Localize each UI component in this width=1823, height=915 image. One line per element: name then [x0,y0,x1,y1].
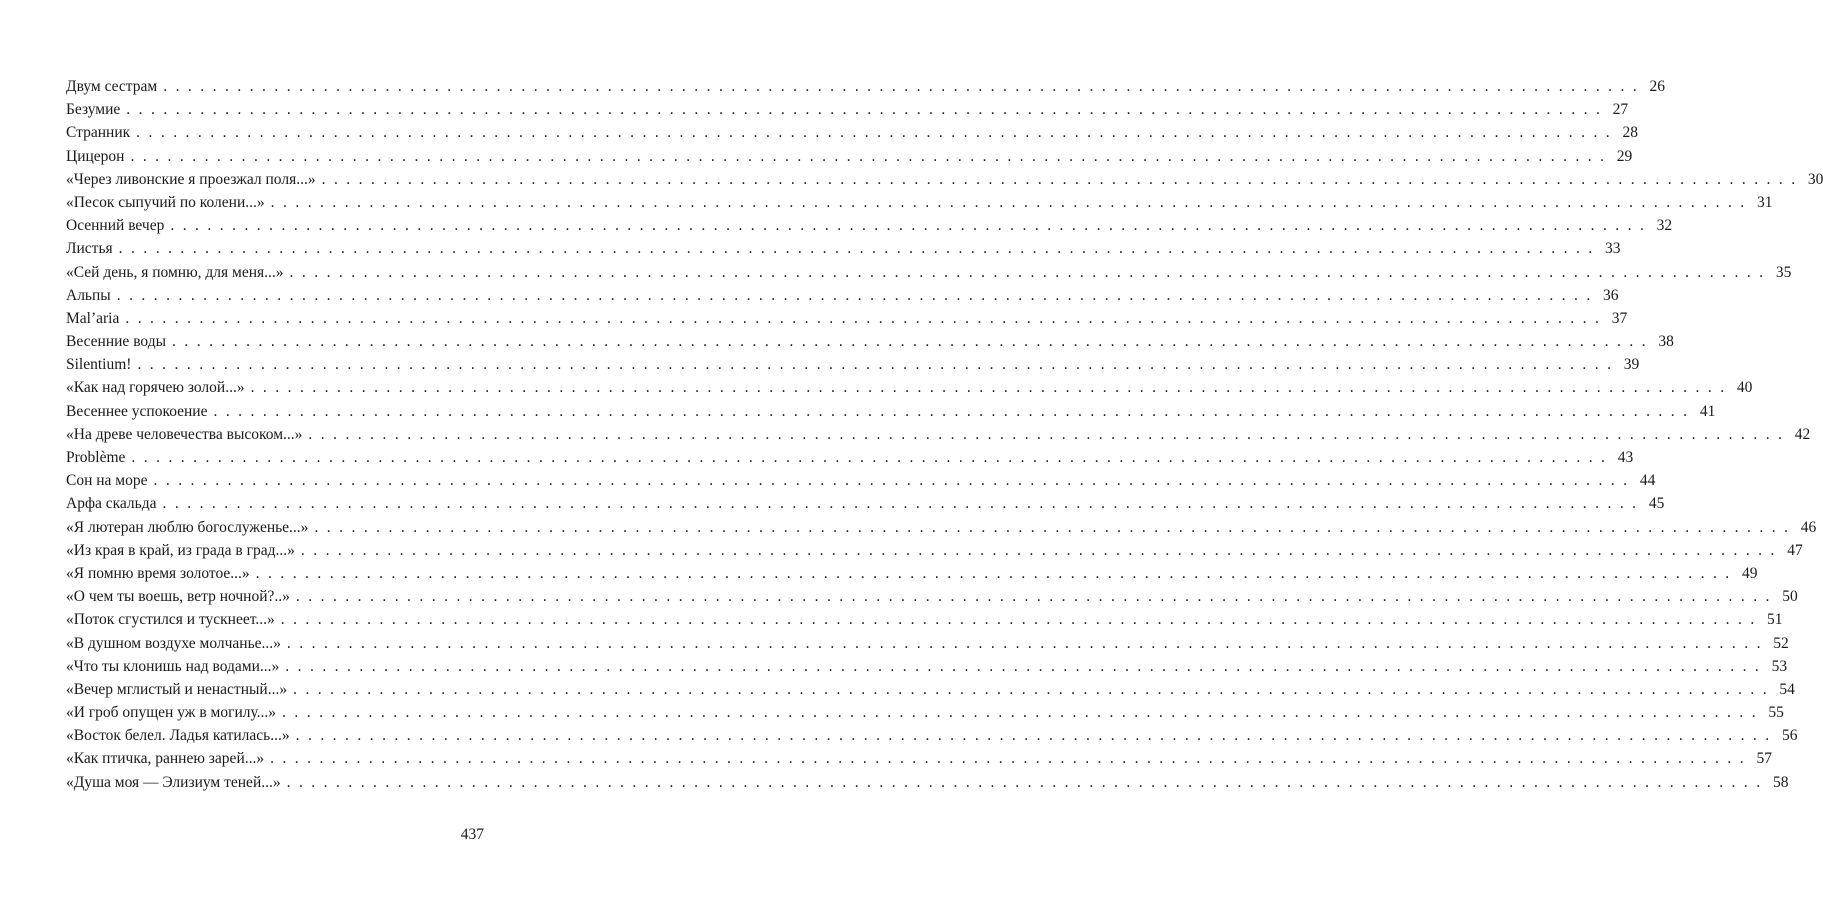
toc-entry-title: «Песок сыпучий по колени...» [66,193,265,211]
toc-entry-page: 58 [1762,771,1788,794]
toc-entry-page: 40 [1726,376,1752,399]
toc-entry [66,376,1753,399]
toc-entry [66,747,1772,770]
dot-leader: . . . . . . . . . . . . . . . . . . . . . . . . . . . . . . . . . . . . . . . . . . . . . . . . . . . . . . . . . . . . . . . . . . . . . . . . . . . . . . . . . . . . . . . . . . . . . . . . . . . . . . . . . . . . . . . . . . . . . . . . [308,425,1785,443]
dot-leader: . . . . . . . . . . . . . . . . . . . . . . . . . . . . . . . . . . . . . . . . . . . . . . . . . . . . . . . . . . . . . . . . . . . . . . . . . . . . . . . . . . . . . . . . . . . . . . . . . . . . . . . . . . . . . . . . . . . . . . . . [255,564,1732,582]
dot-leader: . . . . . . . . . . . . . . . . . . . . . . . . . . . . . . . . . . . . . . . . . . . . . . . . . . . . . . . . . . . . . . . . . . . . . . . . . . . . . . . . . . . . . . . . . . . . . . . . . . . . . . . . . . . . . . . . . . . . . . . . [162,495,1639,513]
toc-entry [66,75,1666,98]
toc-entry [66,771,1789,794]
toc-entry-page: 47 [1777,539,1803,562]
toc-entry [66,516,1817,539]
toc-entry [66,261,1792,284]
toc-entry-title: «Сей день, я помню, для меня...» [66,263,284,281]
toc-entry [66,98,1629,121]
toc-entry [66,121,1638,144]
toc-entry-page: 46 [1790,516,1816,539]
toc-entry-page: 55 [1758,701,1784,724]
toc-entry-title: Сон на море [66,472,148,490]
dot-leader: . . . . . . . . . . . . . . . . . . . . . . . . . . . . . . . . . . . . . . . . . . . . . . . . . . . . . . . . . . . . . . . . . . . . . . . . . . . . . . . . . . . . . . . . . . . . . . . . . . . . . . . . . . . . . . . . . . . . . . . . [270,750,1746,768]
toc-entry-page: 41 [1689,400,1715,423]
toc-entry [66,330,1674,353]
toc-entry-title: «О чем ты воешь, ветр ночной?..» [66,588,290,606]
toc-entry-page: 45 [1638,492,1664,515]
dot-leader: . . . . . . . . . . . . . . . . . . . . . . . . . . . . . . . . . . . . . . . . . . . . . . . . . . . . . . . . . . . . . . . . . . . . . . . . . . . . . . . . . . . . . . . . . . . . . . . . . . . . . . . . . . . . . . . . . . . . . . . . [126,101,1603,119]
dot-leader: . . . . . . . . . . . . . . . . . . . . . . . . . . . . . . . . . . . . . . . . . . . . . . . . . . . . . . . . . . . . . . . . . . . . . . . . . . . . . . . . . . . . . . . . . . . . . . . . . . . . . . . . . . . . . . . . . . . . . . . . [163,78,1640,95]
toc-entry-page: 35 [1765,261,1791,284]
toc-entry-page: 26 [1639,75,1665,98]
toc-entry-page: 50 [1772,585,1798,608]
toc-entry-title: «Душа моя — Элизиум теней...» [66,773,281,791]
dot-leader: . . . . . . . . . . . . . . . . . . . . . . . . . . . . . . . . . . . . . . . . . . . . . . . . . . . . . . . . . . . . . . . . . . . . . . . . . . . . . . . . . . . . . . . . . . . . . . . . . . . . . . . . . . . . . . . . . . . . . . . . [172,333,1648,351]
toc-entry-page: 32 [1646,214,1672,237]
toc-entry-page: 27 [1602,98,1628,121]
toc-entry-title: Весенние воды [66,333,167,351]
toc-entry-page: 53 [1761,655,1787,678]
dot-leader: . . . . . . . . . . . . . . . . . . . . . . . . . . . . . . . . . . . . . . . . . . . . . . . . . . . . . . . . . . . . . . . . . . . . . . . . . . . . . . . . . . . . . . . . . . . . . . . . . . . . . . . . . . . . . . . . . . . . . . . . [153,472,1630,490]
toc-entry [66,608,1783,631]
dot-leader: . . . . . . . . . . . . . . . . . . . . . . . . . . . . . . . . . . . . . . . . . . . . . . . . . . . . . . . . . . . . . . . . . . . . . . . . . . . . . . . . . . . . . . . . . . . . . . . . . . . . . . . . . . . . . . . . . . . . . . . . [137,356,1614,374]
toc-entry-page: 28 [1612,121,1638,144]
dot-leader: . . . . . . . . . . . . . . . . . . . . . . . . . . . . . . . . . . . . . . . . . . . . . . . . . . . . . . . . . . . . . . . . . . . . . . . . . . . . . . . . . . . . . . . . . . . . . . . . . . . . . . . . . . . . . . . . . . . . . . . . [116,286,1593,304]
toc-entry [66,353,1640,376]
toc-entry-title: Альпы [66,286,111,304]
dot-leader: . . . . . . . . . . . . . . . . . . . . . . . . . . . . . . . . . . . . . . . . . . . . . . . . . . . . . . . . . . . . . . . . . . . . . . . . . . . . . . . . . . . . . . . . . . . . . . . . . . . . . . . . . . . . . . . . . . . . . . . . [125,309,1602,327]
dot-leader: . . . . . . . . . . . . . . . . . . . . . . . . . . . . . . . . . . . . . . . . . . . . . . . . . . . . . . . . . . . . . . . . . . . . . . . . . . . . . . . . . . . . . . . . . . . . . . . . . . . . . . . . . . . . . . . . . . . . . . . . [285,657,1762,675]
dot-leader: . . . . . . . . . . . . . . . . . . . . . . . . . . . . . . . . . . . . . . . . . . . . . . . . . . . . . . . . . . . . . . . . . . . . . . . . . . . . . . . . . . . . . . . . . . . . . . . . . . . . . . . . . . . . . . . . . . . . . . . . [213,402,1690,420]
toc-entry-title: «Восток белел. Ладья катилась...» [66,727,290,745]
toc-entry-title: «Я лютеран люблю богослуженье...» [66,518,309,536]
toc-entry-page: 42 [1784,423,1810,446]
dot-leader: . . . . . . . . . . . . . . . . . . . . . . . . . . . . . . . . . . . . . . . . . . . . . . . . . . . . . . . . . . . . . . . . . . . . . . . . . . . . . . . . . . . . . . . . . . . . . . . . . . . . . . . . . . . . . . . . . . . . . . . . [289,263,1766,281]
toc-entry-title: Problème [66,449,126,466]
dot-leader: . . . . . . . . . . . . . . . . . . . . . . . . . . . . . . . . . . . . . . . . . . . . . . . . . . . . . . . . . . . . . . . . . . . . . . . . . . . . . . . . . . . . . . . . . . . . . . . . . . . . . . . . . . . . . . . . . . . . . . . . [314,518,1791,536]
dot-leader: . . . . . . . . . . . . . . . . . . . . . . . . . . . . . . . . . . . . . . . . . . . . . . . . . . . . . . . . . . . . . . . . . . . . . . . . . . . . . . . . . . . . . . . . . . . . . . . . . . . . . . . . . . . . . . . . . . . . . . . . [280,611,1757,629]
dot-leader: . . . . . . . . . . . . . . . . . . . . . . . . . . . . . . . . . . . . . . . . . . . . . . . . . . . . . . . . . . . . . . . . . . . . . . . . . . . . . . . . . . . . . . . . . . . . . . . . . . . . . . . . . . . . . . . . . . . . . . . . [118,240,1595,258]
toc-entry [66,539,1803,562]
toc-entry-title: Весеннее успокоение [66,402,208,420]
dot-leader: . . . . . . . . . . . . . . . . . . . . . . . . . . . . . . . . . . . . . . . . . . . . . . . . . . . . . . . . . . . . . . . . . . . . . . . . . . . . . . . . . . . . . . . . . . . . . . . . . . . . . . . . . . . . . . . . . . . . . . . . [300,541,1777,559]
toc-entry-title: Mal’aria [66,309,120,327]
toc-entry-page: 54 [1769,678,1795,701]
toc-entry-title: «Через ливонские я проезжал поля...» [66,170,316,188]
toc-entry-title: «Как птичка, раннею зарей...» [66,750,265,768]
toc-entry-page: 39 [1613,353,1639,376]
toc-entry-title: «В душном воздухе молчанье...» [66,634,281,652]
dot-leader: . . . . . . . . . . . . . . . . . . . . . . . . . . . . . . . . . . . . . . . . . . . . . . . . . . . . . . . . . . . . . . . . . . . . . . . . . . . . . . . . . . . . . . . . . . . . . . . . . . . . . . . . . . . . . . . . . . . . . . . . [321,170,1798,188]
toc-entry [66,237,1621,260]
dot-leader: . . . . . . . . . . . . . . . . . . . . . . . . . . . . . . . . . . . . . . . . . . . . . . . . . . . . . . . . . . . . . . . . . . . . . . . . . . . . . . . . . . . . . . . . . . . . . . . . . . . . . . . . . . . . . . . . . . . . . . . . [282,704,1758,722]
toc-entry-title: Арфа скальда [66,495,157,513]
toc-entry-page: 49 [1731,562,1757,585]
toc-entry [66,585,1798,608]
toc-entry [66,191,1773,214]
dot-leader: . . . . . . . . . . . . . . . . . . . . . . . . . . . . . . . . . . . . . . . . . . . . . . . . . . . . . . . . . . . . . . . . . . . . . . . . . . . . . . . . . . . . . . . . . . . . . . . . . . . . . . . . . . . . . . . . . . . . . . . . [170,217,1647,235]
toc-entry-page: 29 [1606,145,1632,168]
toc-entry-title: «Поток сгустился и тускнеет...» [66,611,275,629]
dot-leader: . . . . . . . . . . . . . . . . . . . . . . . . . . . . . . . . . . . . . . . . . . . . . . . . . . . . . . . . . . . . . . . . . . . . . . . . . . . . . . . . . . . . . . . . . . . . . . . . . . . . . . . . . . . . . . . . . . . . . . . . [131,449,1608,466]
toc-entry-title: Листья [66,240,113,258]
toc-entry [66,492,1665,515]
toc-entry-page: 37 [1601,307,1627,330]
table-of-contents [66,75,1823,794]
toc-entry-page: 31 [1746,191,1772,214]
toc-entry [66,678,1795,701]
dot-leader: . . . . . . . . . . . . . . . . . . . . . . . . . . . . . . . . . . . . . . . . . . . . . . . . . . . . . . . . . . . . . . . . . . . . . . . . . . . . . . . . . . . . . . . . . . . . . . . . . . . . . . . . . . . . . . . . . . . . . . . . [270,193,1747,211]
toc-entry [66,701,1784,724]
toc-entry [66,214,1673,237]
toc-entry [66,423,1811,446]
dot-leader: . . . . . . . . . . . . . . . . . . . . . . . . . . . . . . . . . . . . . . . . . . . . . . . . . . . . . . . . . . . . . . . . . . . . . . . . . . . . . . . . . . . . . . . . . . . . . . . . . . . . . . . . . . . . . . . . . . . . . . . . [250,379,1727,397]
dot-leader: . . . . . . . . . . . . . . . . . . . . . . . . . . . . . . . . . . . . . . . . . . . . . . . . . . . . . . . . . . . . . . . . . . . . . . . . . . . . . . . . . . . . . . . . . . . . . . . . . . . . . . . . . . . . . . . . . . . . . . . . [295,727,1772,745]
toc-entry-page: 44 [1629,469,1655,492]
toc-entry-title: «Из края в край, из града в град...» [66,541,295,559]
dot-leader: . . . . . . . . . . . . . . . . . . . . . . . . . . . . . . . . . . . . . . . . . . . . . . . . . . . . . . . . . . . . . . . . . . . . . . . . . . . . . . . . . . . . . . . . . . . . . . . . . . . . . . . . . . . . . . . . . . . . . . . . [286,634,1763,652]
toc-entry-title: «Я помню время золотое...» [66,564,250,582]
toc-entry-page: 52 [1763,632,1789,655]
dot-leader: . . . . . . . . . . . . . . . . . . . . . . . . . . . . . . . . . . . . . . . . . . . . . . . . . . . . . . . . . . . . . . . . . . . . . . . . . . . . . . . . . . . . . . . . . . . . . . . . . . . . . . . . . . . . . . . . . . . . . . . . [293,680,1769,698]
dot-leader: . . . . . . . . . . . . . . . . . . . . . . . . . . . . . . . . . . . . . . . . . . . . . . . . . . . . . . . . . . . . . . . . . . . . . . . . . . . . . . . . . . . . . . . . . . . . . . . . . . . . . . . . . . . . . . . . . . . . . . . . [136,124,1612,142]
page-number: 437 [460,826,484,843]
toc-entry [66,562,1758,585]
toc-entry [66,446,1634,469]
toc-entry-title: «Что ты клонишь над водами...» [66,657,280,675]
dot-leader: . . . . . . . . . . . . . . . . . . . . . . . . . . . . . . . . . . . . . . . . . . . . . . . . . . . . . . . . . . . . . . . . . . . . . . . . . . . . . . . . . . . . . . . . . . . . . . . . . . . . . . . . . . . . . . . . . . . . . . . . [286,773,1763,791]
toc-entry-page: 33 [1595,237,1621,260]
toc-entry [66,168,1823,191]
toc-entry-title: «Как над горячею золой...» [66,379,245,397]
toc-entry-page: 30 [1797,168,1823,191]
toc-entry-title: Двум сестрам [66,78,158,95]
toc-entry-title: «На древе человечества высоком...» [66,425,303,443]
dot-leader: . . . . . . . . . . . . . . . . . . . . . . . . . . . . . . . . . . . . . . . . . . . . . . . . . . . . . . . . . . . . . . . . . . . . . . . . . . . . . . . . . . . . . . . . . . . . . . . . . . . . . . . . . . . . . . . . . . . . . . . . [295,588,1772,606]
toc-entry-title: Странник [66,124,131,142]
toc-entry [66,632,1789,655]
toc-entry [66,655,1788,678]
toc-entry [66,400,1716,423]
toc-entry-page: 56 [1771,724,1797,747]
toc-entry [66,724,1798,747]
toc-entry-title: «И гроб опущен уж в могилу...» [66,704,277,722]
toc-entry-title: Silentium! [66,356,132,374]
toc-entry [66,307,1628,330]
toc-entry-page: 43 [1607,446,1633,469]
toc-entry-page: 38 [1648,330,1674,353]
toc-entry-title: «Вечер мглистый и ненастный...» [66,680,288,698]
toc-entry-title: Безумие [66,101,121,119]
toc-entry [66,284,1619,307]
toc-entry-page: 51 [1757,608,1783,631]
toc-entry-page: 36 [1593,284,1619,307]
toc-entry [66,469,1656,492]
dot-leader: . . . . . . . . . . . . . . . . . . . . . . . . . . . . . . . . . . . . . . . . . . . . . . . . . . . . . . . . . . . . . . . . . . . . . . . . . . . . . . . . . . . . . . . . . . . . . . . . . . . . . . . . . . . . . . . . . . . . . . . . [130,147,1607,165]
toc-entry-title: Цицерон [66,147,125,165]
toc-entry-title: Осенний вечер [66,217,165,235]
toc-entry [66,145,1633,168]
toc-entry-page: 57 [1746,747,1772,770]
